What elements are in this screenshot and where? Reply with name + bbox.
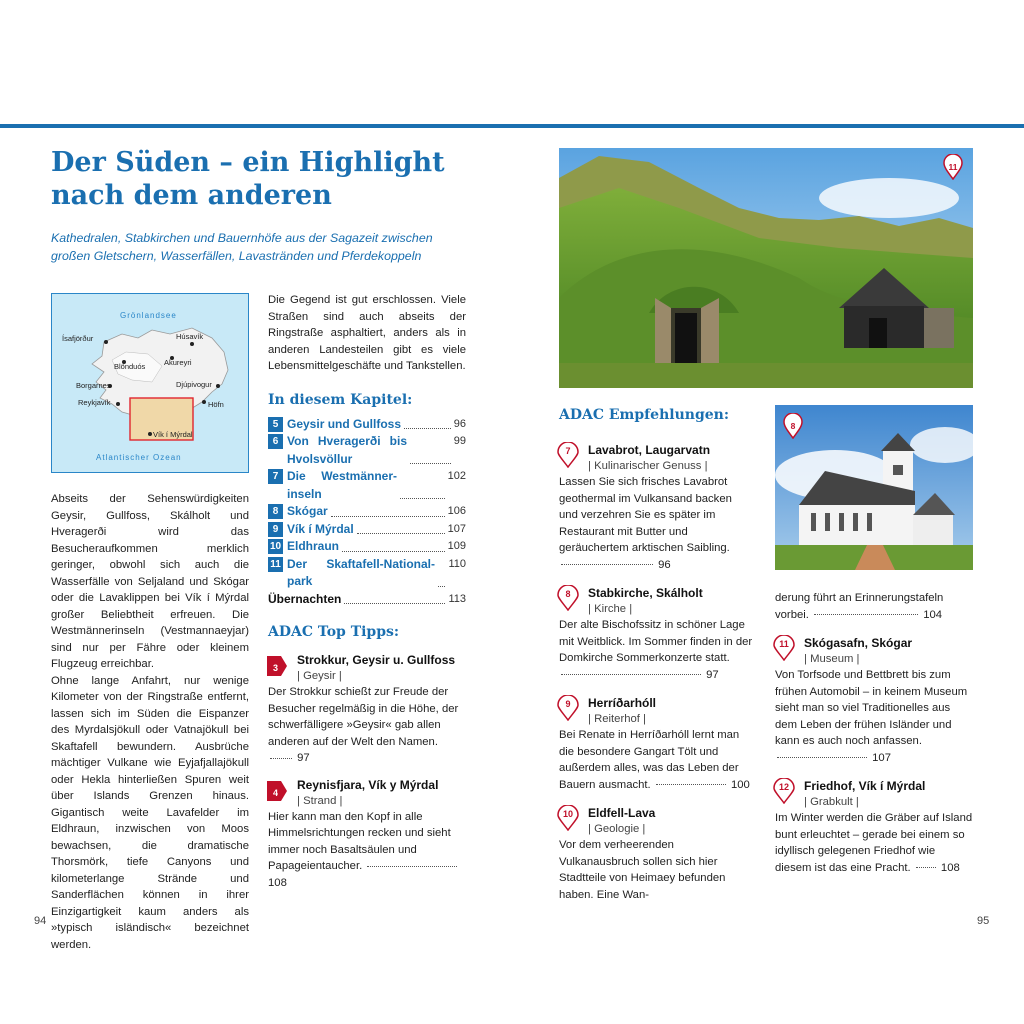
toc-item[interactable]: 5 Geysir und Gullfoss 96: [268, 416, 466, 434]
map-pin-icon: 11: [943, 154, 963, 186]
toc-item[interactable]: 11 Der Skaftafell-National-park 110: [268, 556, 466, 591]
tip-entry: 4 Reynisfjara, Vík y Mýrdal | Strand | Hier kann man den Kopf in alle Himmelsrichtungen recken und sieht immer noch Basaltsäulen und Papageientaucher. 108: [268, 777, 466, 892]
tips-heading: ADAC Top Tipps:: [268, 624, 400, 640]
recommendations-column: [559, 440, 753, 903]
church-photo: [775, 405, 973, 570]
map-place: Akureyri: [164, 358, 192, 367]
toc-item[interactable]: 7 Die Westmänner-inseln 102: [268, 468, 466, 503]
page-number-left: 94: [34, 915, 47, 927]
rec-entry: 9 Herríðarhóll | Reiterhof | Bei Renate in Herríðarhóll lernt man die besondere Gangart Tölt und außerdem alles, was das Leben der Bauern ausmacht. 100: [559, 696, 750, 791]
intro-paragraph-2: Ohne lange Anfahrt, nur wenige Kilometer von der Ringstraße entfernt, lassen sich im Süden die Eispanzer des Myrdalsjökull oder Vatnajökull bei Skaftafell bewundern. Ausbrüche mächtiger Vulkane wie Eyjafjallajökull oder Hekla hinterließen Spuren weit über Islands Grenzen hinaus. Gigantisch weite Lavafelder im Eldhraun, inzwischen von Moos bewachsen, die dramatische Thorsmörk, tiefe Canyons und kilometerlange Strände und Sanderflächen können in ihrer Einzigartigkeit kaum anders als »typisch isländisch« bezeichnet werden.: [51, 674, 249, 951]
map-pin-icon: 8: [783, 413, 803, 445]
toc-item[interactable]: 8 Skógar 106: [268, 503, 466, 521]
recommendations-column-2: derung führt an Erinnerungstafeln vorbei. 104 11 Skógasafn, Skógar | Museum | Von Torfsode und Bettbrett bis zum frühen Automobil – in keinem Museum sieht man so viel Traditionelles aus dem Leben der frühen Isländer und kann es auch noch anfassen. 107 12 Friedhof, Vík í Mýrdal | Grabkult | Im Winter werden die Gräber auf Island bunt erleuchtet – gerade bei einem so idyllisch gelegenen Friedhof wie diesem ist das eine Pracht. 108: [775, 590, 973, 876]
access-paragraph: Die Gegend ist gut erschlossen. Viele Straßen sind auch abseits der Ringstraße asphaltiert, anders als in anderen Landesteilen gibt es viele Lebensmittelgeschäfte und Tankstellen.: [268, 294, 466, 372]
recommendations-heading: ADAC Empfehlungen:: [559, 407, 729, 423]
rec-entry: 8 Stabkirche, Skálholt | Kirche | Der alte Bischofssitz in schöner Lage mit Weitblick. Im Sommer finden in der Domkirche Sommerkonzerte statt. 97: [559, 586, 753, 681]
intro-column: [51, 491, 249, 953]
chapter-column: [268, 292, 466, 891]
map-pin-icon: 10: [557, 805, 579, 831]
map-pin-icon: 11: [773, 635, 795, 661]
rec-entry: 7 Lavabrot, Laugarvatn | Kulinarischer Genuss | Lassen Sie sich frisches Lavabrot geothermal im Vulkansand backen und verzehren Sie es später im Restaurant mit Butter und geräuchertem arktischen Saibling. 96: [559, 443, 732, 571]
map-place: Vík í Mýrdal: [153, 430, 193, 439]
sea-label-south: Atlantischer Ozean: [96, 453, 182, 462]
locator-map: [51, 293, 249, 473]
rec-entry: 12 Friedhof, Vík í Mýrdal | Grabkult | Im Winter werden die Gräber auf Island bunt erleuchtet – gerade bei einem so idyllisch gelegenen Friedhof wie diesem ist das eine Pracht. 108: [775, 779, 973, 874]
toc-item[interactable]: 10 Eldhraun 109: [269, 539, 466, 553]
map-place: Djúpivogur: [176, 380, 212, 389]
map-pin-icon: 8: [557, 585, 579, 611]
page-number-right: 95: [977, 915, 990, 927]
map-place: Húsavík: [176, 332, 204, 341]
chapter-subtitle: Kathedralen, Stabkirchen und Bauernhöfe aus der Sagazeit zwischen großen Gletschern, Wasserfällen, Lavastränden und Pferdekoppeln: [51, 231, 433, 263]
map-place: Blönduós: [114, 362, 146, 371]
map-pin-icon: 12: [773, 778, 795, 804]
toc-heading: In diesem Kapitel:: [268, 391, 413, 408]
map-pin-icon: 7: [557, 442, 579, 468]
toc-list: [268, 416, 466, 609]
rec-entry: 10 Eldfell-Lava | Geologie | Vor dem verheerenden Vulkanausbruch sollen sich hier Stadtteile von Heimaey befunden haben. Eine Wan-: [559, 806, 726, 901]
toc-item[interactable]: 9 Vík í Mýrdal 107: [268, 521, 466, 539]
sea-label-north: Grönlandsee: [120, 311, 177, 320]
map-place: Borgarnes: [76, 381, 111, 390]
chapter-title: Der Süden – ein Highlight nach dem anderen: [51, 147, 445, 211]
tip-marker-icon: 3: [267, 654, 289, 678]
tip-marker-icon: 4: [267, 779, 289, 803]
top-rule: [0, 124, 1024, 128]
map-place: Reykjavík: [78, 398, 111, 407]
map-pin-icon: 9: [557, 695, 579, 721]
map-place: Höfn: [208, 400, 224, 409]
rec-entry: 11 Skógasafn, Skógar | Museum | Von Torfsode und Bettbrett bis zum frühen Automobil – in keinem Museum sieht man so viel Traditionelles aus dem Leben der frühen Isländer und kann es auch noch anfassen. 107: [775, 636, 968, 764]
toc-item[interactable]: 6 Von Hveragerði bis Hvolsvöllur 99: [268, 433, 466, 468]
intro-paragraph: Abseits der Sehenswürdigkeiten Geysir, Gullfoss, Skálholt und Hveragerði wird das Besucheraufkommen merklich geringer, obwohl sich auch die Wasserfälle von Seljaland und Skógar oder die Lavaklippen bei Vík í Mýrdal großer Beliebtheit erfreuen. Die Westmännerinseln (Vestmannaeyjar) sind nur per Fähre oder kleinem Flugzeug erreichbar.: [51, 493, 249, 670]
turf-house-photo: [559, 148, 973, 388]
toc-item[interactable]: Übernachten 113: [268, 591, 466, 606]
map-place: Ísafjörður: [62, 334, 94, 343]
tip-entry: 3 Strokkur, Geysir u. Gullfoss | Geysir | Der Strokkur schießt zur Freude der Besucher regelmäßig in die Höhe, der schwerfälligere »Geysir« gab allen anderen auf der Welt den Namen. 97: [268, 653, 459, 764]
